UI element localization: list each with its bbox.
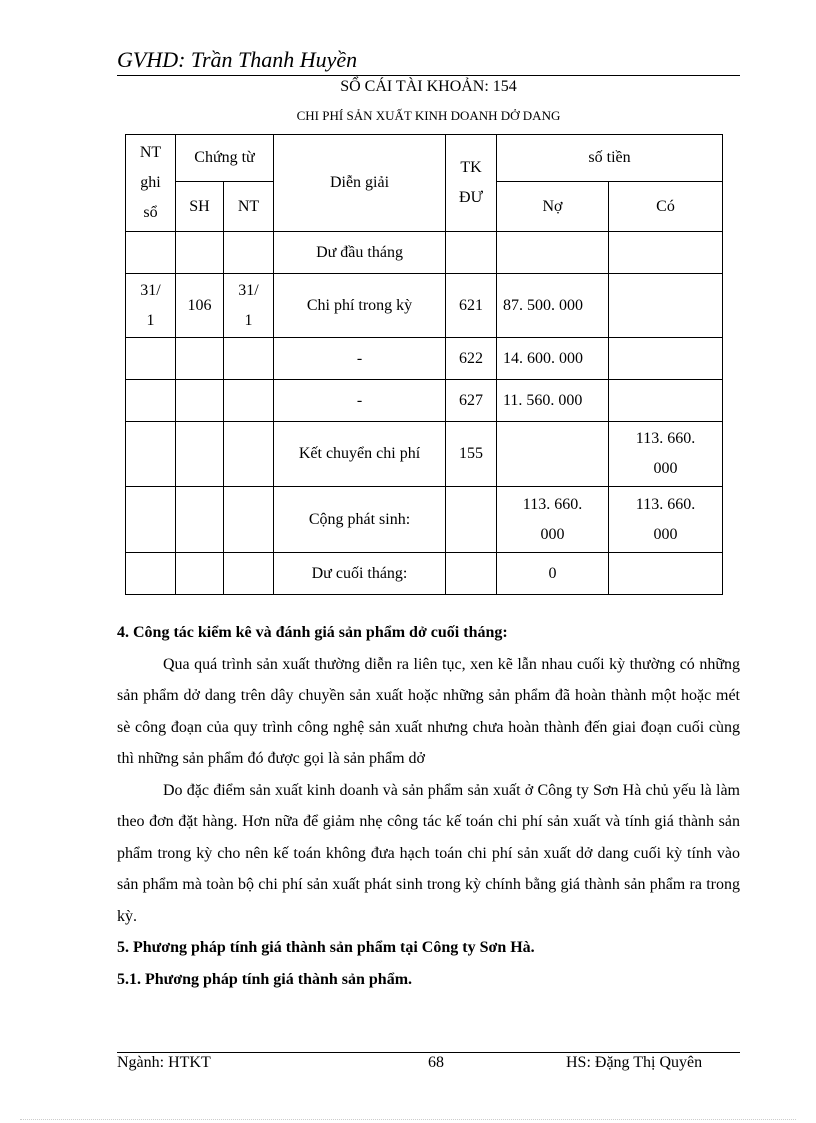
- cell-ngay: [126, 553, 176, 595]
- cell-ngay: 31/ 1: [126, 274, 176, 338]
- cell-ngay: [126, 422, 176, 487]
- table-row: [126, 422, 723, 487]
- cell-tk: [446, 487, 497, 553]
- header-tk-du: TK ĐƯ: [446, 135, 497, 232]
- cell-no: [497, 422, 609, 487]
- cell-tk: 627: [446, 380, 497, 422]
- cell-co: [609, 553, 723, 595]
- header-so-tien: số tiền: [497, 135, 723, 182]
- header-dien-giai: Diễn giải: [274, 135, 446, 232]
- cell-tk: [446, 553, 497, 595]
- cell-co: [609, 380, 723, 422]
- cell-sh: [176, 422, 224, 487]
- cell-no: [497, 232, 609, 274]
- table-row: [126, 553, 723, 595]
- header-chung-tu: Chứng từ: [176, 135, 274, 182]
- cell-dien-giai: Cộng phát sinh:: [274, 487, 446, 553]
- paragraph-1: Qua quá trình sản xuất thường diễn ra liên tục, xen kẽ lẫn nhau cuối kỳ thường có những sản phẩm dở dang trên dây chuyền sản xuất hoặc những sản phẩm đã hoàn thành một hoặc mét sè công đoạn của quy trình công nghệ sản xuất nhưng chưa hoàn thành đến giai đoạn cuối cùng thì những sản phẩm đó được gọi là sản phẩm dở: [117, 655, 740, 767]
- cell-nt: [224, 338, 274, 380]
- table-row: [126, 232, 723, 274]
- body-text: [117, 617, 740, 995]
- cell-tk: 622: [446, 338, 497, 380]
- cell-no: 87. 500. 000: [497, 274, 609, 338]
- cell-no: 14. 600. 000: [497, 338, 609, 380]
- footer-right: HS: Đặng Thị Quyên: [566, 1054, 703, 1071]
- table-row: [126, 274, 723, 338]
- cell-ngay: [126, 487, 176, 553]
- header-title: GVHD: Trần Thanh Huyền: [117, 47, 358, 72]
- cell-sh: [176, 487, 224, 553]
- ledger-table: [125, 134, 723, 595]
- cell-nt: [224, 487, 274, 553]
- cell-dien-giai: Chi phí trong kỳ: [274, 274, 446, 338]
- ledger-title: SỔ CÁI TÀI KHOẢN: 154: [340, 78, 517, 95]
- header-co: Có: [609, 182, 723, 232]
- cell-ngay: [126, 380, 176, 422]
- cell-sh: [176, 338, 224, 380]
- section-heading-4: 4. Công tác kiểm kê và đánh giá sản phẩm dở cuối tháng:: [117, 624, 508, 641]
- cell-nt: 31/ 1: [224, 274, 274, 338]
- cell-nt: [224, 422, 274, 487]
- cell-co: [609, 274, 723, 338]
- header-sh: SH: [176, 182, 224, 232]
- header-no: Nợ: [497, 182, 609, 232]
- ledger-subtitle: CHI PHÍ SẢN XUẤT KINH DOANH DỞ DANG: [296, 108, 561, 123]
- cell-sh: 106: [176, 274, 224, 338]
- table-row: [126, 380, 723, 422]
- cell-nt: [224, 380, 274, 422]
- cell-dien-giai: -: [274, 380, 446, 422]
- cell-dien-giai: -: [274, 338, 446, 380]
- table-row: [126, 487, 723, 553]
- cell-sh: [176, 232, 224, 274]
- cell-tk: 155: [446, 422, 497, 487]
- cell-nt: [224, 232, 274, 274]
- cell-dien-giai: Dư cuối tháng:: [274, 553, 446, 595]
- section-heading-5: 5. Phương pháp tính giá thành sản phẩm tại Công ty Sơn Hà.: [117, 939, 535, 956]
- header-nt-ghi-so: NT ghi sổ: [126, 135, 176, 232]
- cell-ngay: [126, 338, 176, 380]
- footer-divider: [117, 1052, 740, 1053]
- cell-no: 11. 560. 000: [497, 380, 609, 422]
- cell-co: [609, 338, 723, 380]
- cell-co: 113. 660. 000: [609, 422, 723, 487]
- cell-ngay: [126, 232, 176, 274]
- cell-tk: 621: [446, 274, 497, 338]
- header-divider: [117, 75, 740, 76]
- page-number: 68: [428, 1054, 444, 1071]
- paragraph-2: Do đặc điểm sản xuất kinh doanh và sản phẩm sản xuất ở Công ty Sơn Hà chủ yếu là làm theo đơn đặt hàng. Hơn nữa để giảm nhẹ công tác kế toán chi phí sản xuất và tính giá thành sản phẩm trong kỳ cho nên kế toán không đưa hạch toán chi phí sản xuất dở dang cuối kỳ tính vào sản phẩm mà toàn bộ chi phí sản xuất phát sinh trong kỳ chính bằng giá thành sản phẩm ra trong kỳ.: [117, 781, 740, 925]
- cell-sh: [176, 553, 224, 595]
- cell-no: 113. 660. 000: [497, 487, 609, 553]
- cell-co: 113. 660. 000: [609, 487, 723, 553]
- cell-co: [609, 232, 723, 274]
- cell-dien-giai: Dư đầu tháng: [274, 232, 446, 274]
- table-row: [126, 338, 723, 380]
- page-bottom-edge: [20, 1119, 796, 1120]
- cell-no: 0: [497, 553, 609, 595]
- section-heading-5-1: 5.1. Phương pháp tính giá thành sản phẩm.: [117, 970, 413, 988]
- header-nt: NT: [224, 182, 274, 232]
- footer-left: Ngành: HTKT: [117, 1054, 211, 1071]
- cell-sh: [176, 380, 224, 422]
- cell-tk: [446, 232, 497, 274]
- cell-nt: [224, 553, 274, 595]
- cell-dien-giai: Kết chuyển chi phí: [274, 422, 446, 487]
